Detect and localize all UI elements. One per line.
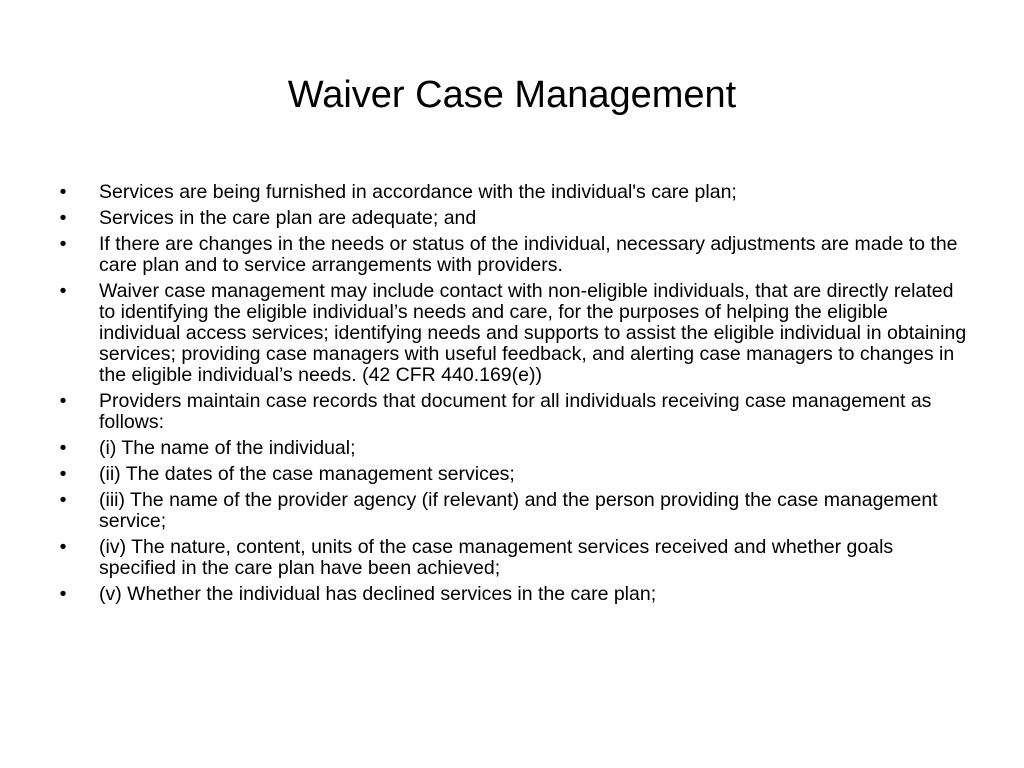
bullet-item [56,208,968,229]
bullet-item [56,391,968,433]
bullet-marker: • [59,463,67,485]
bullet-item [56,537,968,579]
bullet-marker: • [59,233,67,255]
bullet-item [56,438,968,459]
bullet-item [56,234,968,276]
bullet-item [56,490,968,532]
bullet-item [56,281,968,386]
bullet-item [56,464,968,485]
bullet-marker: • [59,489,67,511]
bullet-text: (iv) The nature, content, units of the case management services received and whether goals specified in the care plan have been achieved; [99,536,894,579]
bullet-marker: • [59,280,67,302]
bullet-text: (i) The name of the individual; [99,437,356,459]
bullet-list [56,182,968,610]
bullet-text: (v) Whether the individual has declined services in the care plan; [99,583,657,605]
bullet-marker: • [59,536,67,558]
bullet-text: Services in the care plan are adequate; and [99,207,477,229]
bullet-marker: • [59,437,67,459]
bullet-marker: • [59,181,67,203]
bullet-text: Services are being furnished in accordance with the individual's care plan; [99,181,737,203]
bullet-marker: • [59,583,67,605]
bullet-marker: • [59,390,67,412]
bullet-text: (iii) The name of the provider agency (if relevant) and the person providing the case management service; [99,489,938,532]
bullet-text: If there are changes in the needs or status of the individual, necessary adjustments are made to the care plan and to service arrangements with providers. [99,233,958,276]
bullet-text: Providers maintain case records that document for all individuals receiving case management as follows: [99,390,932,433]
bullet-item [56,182,968,203]
bullet-text: Waiver case management may include contact with non-eligible individuals, that are directly related to identifying the eligible individual’s needs and care, for the purposes of helping the eligible individual access services; identifying needs and supports to assist the eligible individual in obtaining services; providing case managers with useful feedback, and alerting case managers to changes in the eligible individual’s needs. (42 CFR 440.169(e)) [99,280,967,386]
bullet-text: (ii) The dates of the case management services; [99,463,515,485]
bullet-item [56,584,968,605]
bullet-marker: • [59,207,67,229]
slide-title: Waiver Case Management [287,74,737,116]
